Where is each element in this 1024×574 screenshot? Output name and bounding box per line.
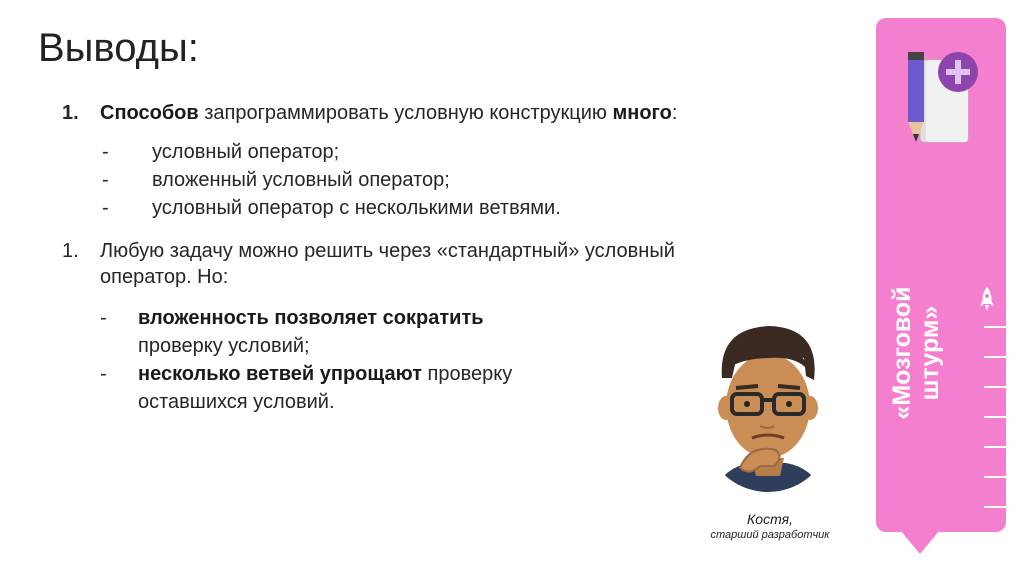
list-item: - вложенность позволяет сократить проверку условий; (100, 307, 484, 357)
brainstorm-panel (876, 18, 1006, 532)
list-item: - вложенный условный оператор; (102, 169, 450, 191)
conclusion-1-text: Способов запрограммировать условную конструкцию много: (100, 102, 678, 124)
character-name: Костя, (747, 511, 793, 527)
slide-title: Выводы: (38, 26, 199, 70)
notebook-pencil-icon (902, 38, 980, 148)
brainstorm-label: «Мозговой штурм» (888, 286, 944, 420)
conclusion-1-list (102, 138, 822, 222)
list-item: - несколько ветвей упрощают проверку оставшихся условий. (100, 363, 513, 413)
list-item: - условный оператор; (102, 141, 340, 163)
conclusion-2-text: Любую задачу можно решить через «стандартный» условный оператор. Но: (100, 240, 675, 288)
rocket-icon (979, 286, 995, 312)
conclusion-1 (62, 100, 822, 126)
list-number: 1. (62, 240, 79, 262)
character-caption (680, 511, 860, 543)
conclusion-2 (62, 238, 822, 290)
character-avatar (700, 318, 836, 500)
character-role: старший разработчик (710, 529, 830, 541)
panel-pointer (900, 530, 940, 554)
list-item: - условный оператор с несколькими ветвями. (102, 197, 561, 219)
list-number: 1. (62, 102, 79, 124)
